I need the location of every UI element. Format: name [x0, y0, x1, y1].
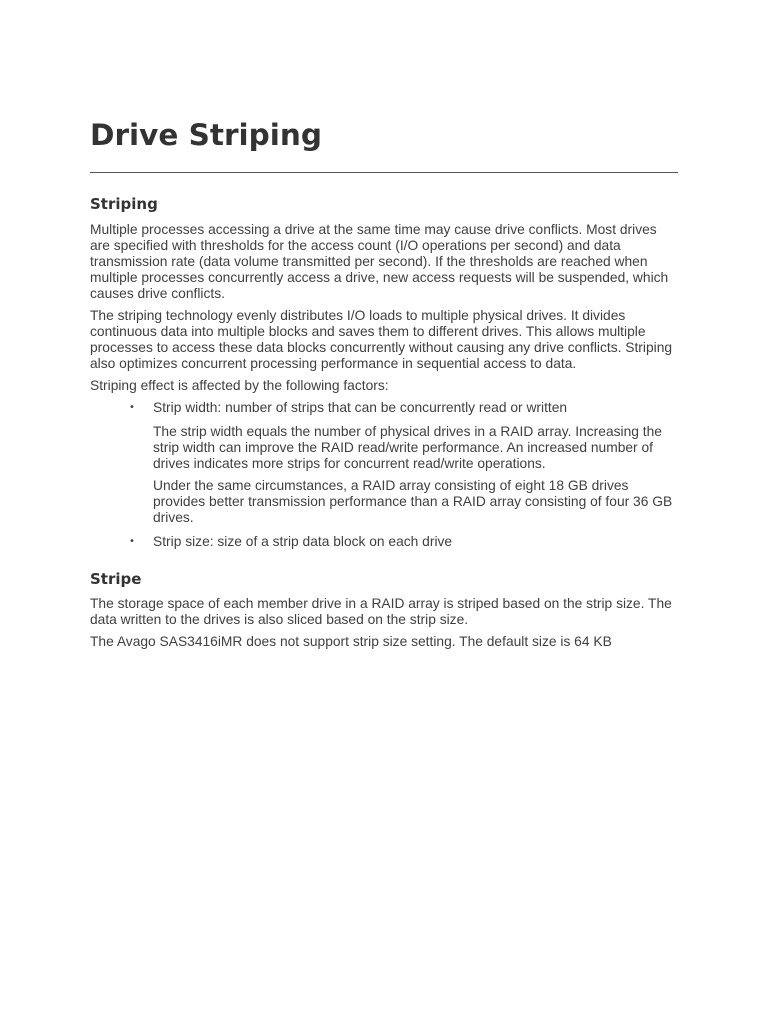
factor-list	[90, 400, 678, 550]
strip-width-example: Under the same circumstances, a RAID array consisting of eight 18 GB drives provides better transmission performance than a RAID array consisting of four 36 GB drives.	[153, 478, 673, 525]
strip-width-explanation: The strip width equals the number of physical drives in a RAID array. Increasing the strip width can improve the RAID read/write performance. An increased number of drives indicates more strips for concurrent read/write operations.	[153, 424, 662, 471]
paragraph-striping-factors: Striping effect is affected by the following factors:	[90, 378, 389, 393]
paragraph-drive-conflicts: Multiple processes accessing a drive at the same time may cause drive conflicts. Most drives are specified with thresholds for the access count (I/O operations per second) and data transmission rate (data volume transmitted per second). If the thresholds are reached when multiple processes concurrently access a drive, new access requests will be suspended, which causes drive conflicts.	[90, 222, 669, 301]
list-item-text: Strip size: size of a strip data block on each drive	[153, 534, 453, 549]
bullet-icon: •	[129, 402, 135, 413]
title-divider	[90, 172, 678, 173]
list-item-strip-size	[90, 534, 678, 550]
list-item-text: Strip width: number of strips that can be concurrently read or written	[153, 400, 568, 415]
section-heading-striping: Striping	[90, 195, 158, 213]
paragraph-striping-technology: The striping technology evenly distributes I/O loads to multiple physical drives. It divides continuous data into multiple blocks and saves them to different drives. This allows multiple processes to access these data blocks concurrently without causing any drive conflicts. Striping also optimizes concurrent processing performance in sequential access to data.	[90, 308, 673, 371]
document-body	[90, 193, 678, 656]
section-striping	[90, 193, 678, 550]
paragraph-default-strip-size: The Avago SAS3416iMR does not support strip size setting. The default size is 64 KB	[90, 634, 612, 649]
section-heading-stripe: Stripe	[90, 570, 142, 588]
page-title: Drive Striping	[90, 118, 323, 152]
bullet-icon: •	[129, 536, 135, 547]
section-stripe	[90, 568, 678, 650]
list-item-strip-width	[90, 400, 678, 526]
paragraph-storage-space: The storage space of each member drive in a RAID array is striped based on the strip size. The data written to the drives is also sliced based on the strip size.	[90, 596, 672, 627]
